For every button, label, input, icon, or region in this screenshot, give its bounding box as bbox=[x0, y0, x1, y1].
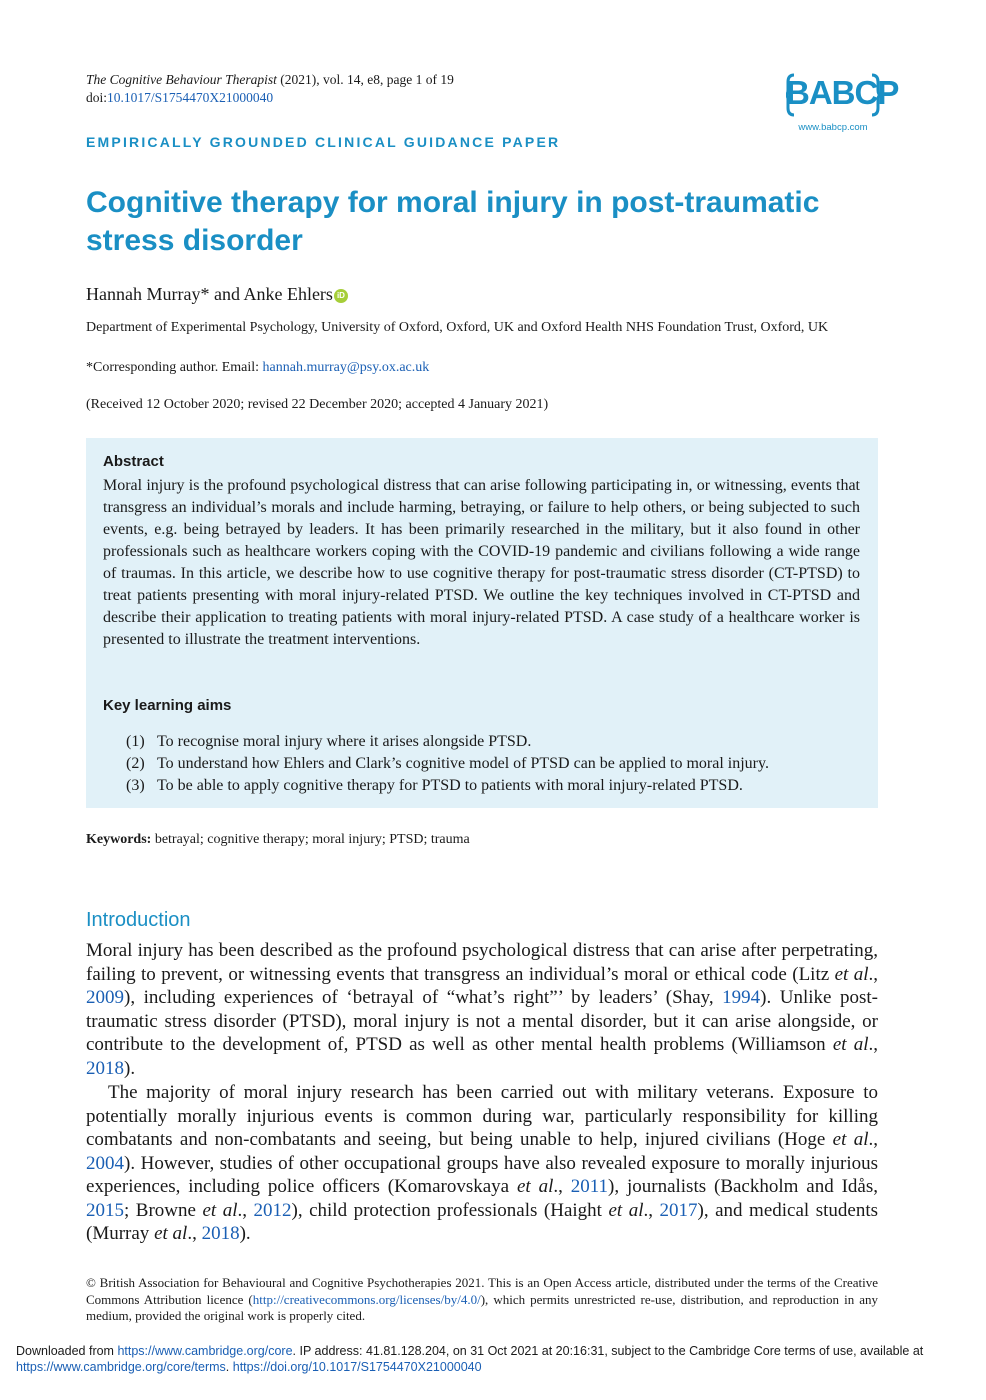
copyright-text: © British Association for Behavioural and Cognitive Psychotherapies 2021. This is an Open Access article, distributed under the terms of the Creative Commons Attribution licence ( bbox=[86, 1275, 878, 1307]
text-run: ). bbox=[124, 1057, 136, 1079]
list-item bbox=[126, 775, 866, 797]
italic-text: et al bbox=[832, 1129, 869, 1150]
list-item bbox=[126, 753, 866, 775]
babcp-logo bbox=[786, 72, 899, 138]
italic-text: et al bbox=[154, 1223, 188, 1244]
citation-year-link[interactable]: 2012 bbox=[253, 1199, 292, 1221]
text-run: ). Unlike post-traumatic stress disorder (PTSD), moral injury is not a mental disorder, but it can arise alongside, or contribute to the development of, PTSD as well as other mental health problems (Williamson bbox=[86, 987, 878, 1055]
received-dates: (Received 12 October 2020; revised 22 December 2020; accepted 4 January 2021) bbox=[86, 397, 549, 412]
citation-year-link[interactable]: 2015 bbox=[86, 1199, 124, 1221]
learning-aims-list bbox=[126, 731, 866, 797]
orcid-icon[interactable]: iD bbox=[334, 289, 348, 303]
intro-paragraph-1 bbox=[86, 939, 878, 1080]
italic-text: et al bbox=[202, 1199, 238, 1221]
list-item bbox=[126, 731, 866, 753]
text-run: The majority of moral injury research has been carried out with military veterans. Exposure to potentially morally injurious events is common during war, particularly responsibility for killing combatants and non-combatants and seeing, but being unable to help, injured civilians (Hoge bbox=[86, 1082, 878, 1150]
corresponding-author bbox=[86, 358, 429, 378]
download-prefix: Downloaded from bbox=[16, 1344, 118, 1358]
text-run: ., bbox=[643, 1199, 660, 1221]
copyright-notice bbox=[86, 1275, 878, 1325]
corresponding-label: *Corresponding author. Email: bbox=[86, 360, 263, 375]
doi-url-link[interactable]: https://doi.org/10.1017/S1754470X21000040 bbox=[232, 1360, 482, 1374]
citation-year-link[interactable]: 2018 bbox=[86, 1057, 124, 1079]
text-run: ., bbox=[868, 963, 878, 985]
affiliation: Department of Experimental Psychology, University of Oxford, Oxford, UK and Oxford Health NHS Foundation Trust, Oxford, UK bbox=[86, 320, 829, 335]
italic-text: et al bbox=[832, 1034, 869, 1055]
copyright-text-end: ), which permits unrestricted re-use, distribution, and reproduction in any medium, provided the original work is properly cited. bbox=[86, 1291, 878, 1323]
journal-name: The Cognitive Behaviour Therapist bbox=[86, 72, 277, 87]
list-item-text: To be able to apply cognitive therapy for PTSD to patients with moral injury-related PTSD. bbox=[157, 777, 743, 794]
doi-link[interactable]: 10.1017/S1754470X21000040 bbox=[107, 90, 274, 105]
list-item-text: To recognise moral injury where it arises alongside PTSD. bbox=[157, 733, 532, 750]
abstract-text: Moral injury is the profound psychological distress that can arise following participating in, or witnessing, events that transgress an individual’s morals and include harming, betraying, or failure to help others, or being subjected to such events, e.g. being betrayed by leaders. It has been primarily researched in the military, but it also found in other professionals such as healthcare workers coping with the COVID-19 pandemic and civilians following a wide range of traumas. In this article, we describe how to use cognitive therapy for post-traumatic stress disorder (CT-PTSD) to treat patients presenting with moral injury-related PTSD. We outline the key techniques involved in CT-PTSD and describe their application to treating patients with moral injury-related PTSD. A case study of a healthcare worker is presented to illustrate the treatment interventions. bbox=[103, 477, 860, 648]
abstract-heading: Abstract bbox=[103, 453, 164, 470]
section-heading-introduction: Introduction bbox=[86, 909, 191, 931]
keywords-label: Keywords: bbox=[86, 832, 152, 847]
doi-line bbox=[86, 89, 273, 107]
citation-year-link[interactable]: 2018 bbox=[201, 1223, 240, 1244]
list-number: (1) bbox=[126, 733, 145, 750]
download-ip-info: . IP address: 41.81.128.204, on 31 Oct 2021 at 20:16:31, subject to the Cambridge Core terms of use, available at bbox=[292, 1344, 924, 1358]
citation-year-link[interactable]: 2011 bbox=[570, 1176, 609, 1197]
citation-year-link[interactable]: 1994 bbox=[722, 987, 761, 1008]
paper-type-label: EMPIRICALLY GROUNDED CLINICAL GUIDANCE PAPER bbox=[86, 134, 561, 150]
text-run: Moral injury has been described as the profound psychological distress that can arise after perpetrating, failing to prevent, or witnessing events that transgress an individual’s moral or ethical code (Litz bbox=[86, 940, 878, 985]
author-line bbox=[86, 282, 348, 306]
logo-text: BABCP bbox=[786, 74, 899, 111]
citation-details: (2021), vol. 14, e8, page 1 of 19 bbox=[276, 72, 454, 87]
keywords-text: betrayal; cognitive therapy; moral injury; PTSD; trauma bbox=[151, 832, 470, 847]
download-notice bbox=[16, 1343, 976, 1375]
author-names: Hannah Murray* and Anke Ehlers bbox=[86, 284, 333, 304]
doi-label: doi: bbox=[86, 90, 108, 105]
citation-year-link[interactable]: 2009 bbox=[86, 987, 124, 1008]
logo-url[interactable]: www.babcp.com bbox=[798, 122, 868, 133]
italic-text: et al bbox=[516, 1176, 554, 1197]
text-run: ). bbox=[239, 1223, 251, 1244]
author-email-link[interactable]: hannah.murray@psy.ox.ac.uk bbox=[262, 360, 430, 375]
intro-paragraph-2 bbox=[86, 1081, 878, 1246]
text-run: ), child protection professionals (Haight bbox=[291, 1199, 609, 1221]
learning-aims-heading: Key learning aims bbox=[103, 697, 232, 714]
license-link[interactable]: http://creativecommons.org/licenses/by/4.0/ bbox=[252, 1291, 481, 1307]
citation-year-link[interactable]: 2004 bbox=[86, 1152, 124, 1174]
text-run: ), and medical students (Murray bbox=[86, 1199, 878, 1244]
list-number: (3) bbox=[126, 777, 145, 794]
paper-title: Cognitive therapy for moral injury in post-traumatic stress disorder bbox=[86, 186, 820, 257]
text-run: ), including experiences of ‘betrayal of “what’s right”’ by leaders’ (Shay, bbox=[124, 987, 723, 1008]
terms-link[interactable]: https://www.cambridge.org/core/terms bbox=[16, 1360, 226, 1374]
download-sep: . bbox=[225, 1360, 233, 1374]
list-item-text: To understand how Ehlers and Clark’s cognitive model of PTSD can be applied to moral injury. bbox=[157, 755, 769, 772]
text-run: ., bbox=[553, 1176, 571, 1197]
italic-text: et al bbox=[608, 1199, 644, 1221]
citation-year-link[interactable]: 2017 bbox=[659, 1199, 698, 1221]
text-run: ., bbox=[187, 1223, 202, 1244]
text-run: ., bbox=[237, 1199, 254, 1221]
text-run: ., bbox=[868, 1129, 878, 1150]
cambridge-core-link[interactable]: https://www.cambridge.org/core bbox=[117, 1344, 293, 1358]
text-run: ., bbox=[868, 1034, 878, 1055]
text-run: ). However, studies of other occupational groups have also revealed exposure to morally injurious experiences, including police officers (Komarovskaya bbox=[86, 1152, 878, 1197]
journal-citation bbox=[86, 71, 454, 89]
list-number: (2) bbox=[126, 755, 145, 772]
italic-text: et al bbox=[834, 963, 869, 985]
keywords-line bbox=[86, 830, 470, 850]
text-run: ; Browne bbox=[124, 1199, 203, 1221]
text-run: ), journalists (Backholm and Idås, bbox=[608, 1176, 878, 1197]
